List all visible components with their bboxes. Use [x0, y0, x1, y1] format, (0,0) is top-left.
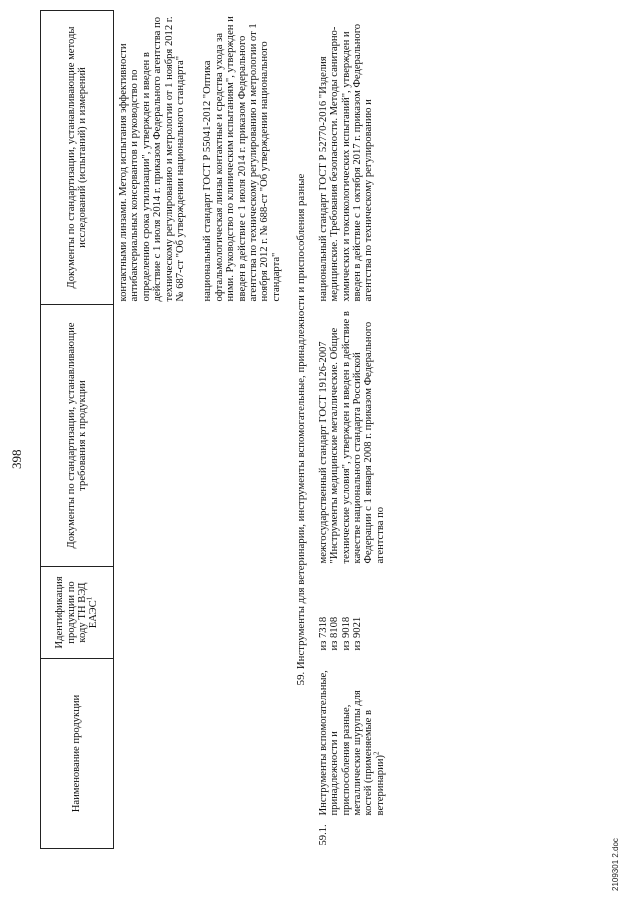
section-row — [282, 11, 317, 849]
col-header-requirements: Документы по стандартизации, устанавливающие требования к продукции — [41, 305, 114, 567]
col-header-name: Наименование продукции — [41, 659, 114, 849]
methods-text: контактными линзами. Метод испытания эффективности антибактериальных консервантов и руководство по определению срока утилизации", утвержден и введен в действие с 1 июля 2014 г. приказом Федерального агентства по техническому регулированию и метрологии от 1 ноября 2012 г. № 687-ст "Об утверждении национального стандарта" — [118, 16, 187, 302]
hs-code: из 8108 — [329, 616, 341, 651]
methods-text: национальный стандарт ГОСТ Р 55041-2012 "Оптика офтальмологическая линзы контактные и средства ухода за ними. Руководство по клиническим испытаниям", утвержден и введен в действие с 1 июля 2014 г. приказом Федерального агентства по техническому регулированию и метрологии от 1 ноября 2012 г. № 688-ст "Об утверждении национального стандарта" — [202, 16, 282, 302]
footnote-mark: 2 — [372, 751, 381, 756]
methods-cell — [114, 11, 283, 305]
code-cell — [318, 567, 386, 659]
col-header-code: Идентификация продукции по коду ТН ВЭД ЕАЭС$^1$ — [41, 567, 114, 659]
footnote-mark: 1 — [85, 596, 94, 601]
hs-code: из 7318 — [317, 616, 329, 651]
footer-file-code: 2109301 2.doc — [611, 838, 620, 891]
table-row — [114, 11, 283, 849]
hs-code: из 9021 — [351, 616, 363, 651]
col-header-methods: Документы по стандартизации, устанавливающие методы исследований (испытаний) и измерений — [41, 11, 114, 305]
table-header-row — [41, 11, 114, 849]
page-number: 398 — [9, 449, 24, 469]
section-title: 59. Инструменты для ветеринарии, инструменты вспомогательные, принадлежности и приспособления разные — [295, 173, 308, 686]
product-name: Инструменты вспомогательные, принадлежности и приспособления разные, металлические шурупы для костей (применяемые в ветеринарии)$^2$ — [317, 670, 386, 816]
name-cell — [318, 659, 386, 849]
requirements-cell: межгосударственный стандарт ГОСТ 19126-2007 "Инструменты медицинские металлические. Общие технические условия", утвержден и введен в действие в качестве национального стандарта Российской Федерации с 1 января 2008 г. приказом Федерального агентства по — [317, 311, 386, 564]
table-row — [318, 11, 386, 849]
methods-cell: национальный стандарт ГОСТ Р 52770-2016 "Изделия медицинские. Требования безопасности. Методы санитарно-химических и токсикологических испытаний", утвержден и введен в действие с 1 октября 2017 г. приказом Федерального агентства по техническому регулированию и — [317, 23, 375, 302]
standards-table — [40, 10, 386, 849]
hs-code: из 9018 — [340, 616, 352, 651]
row-number: 59.1. — [317, 824, 329, 846]
